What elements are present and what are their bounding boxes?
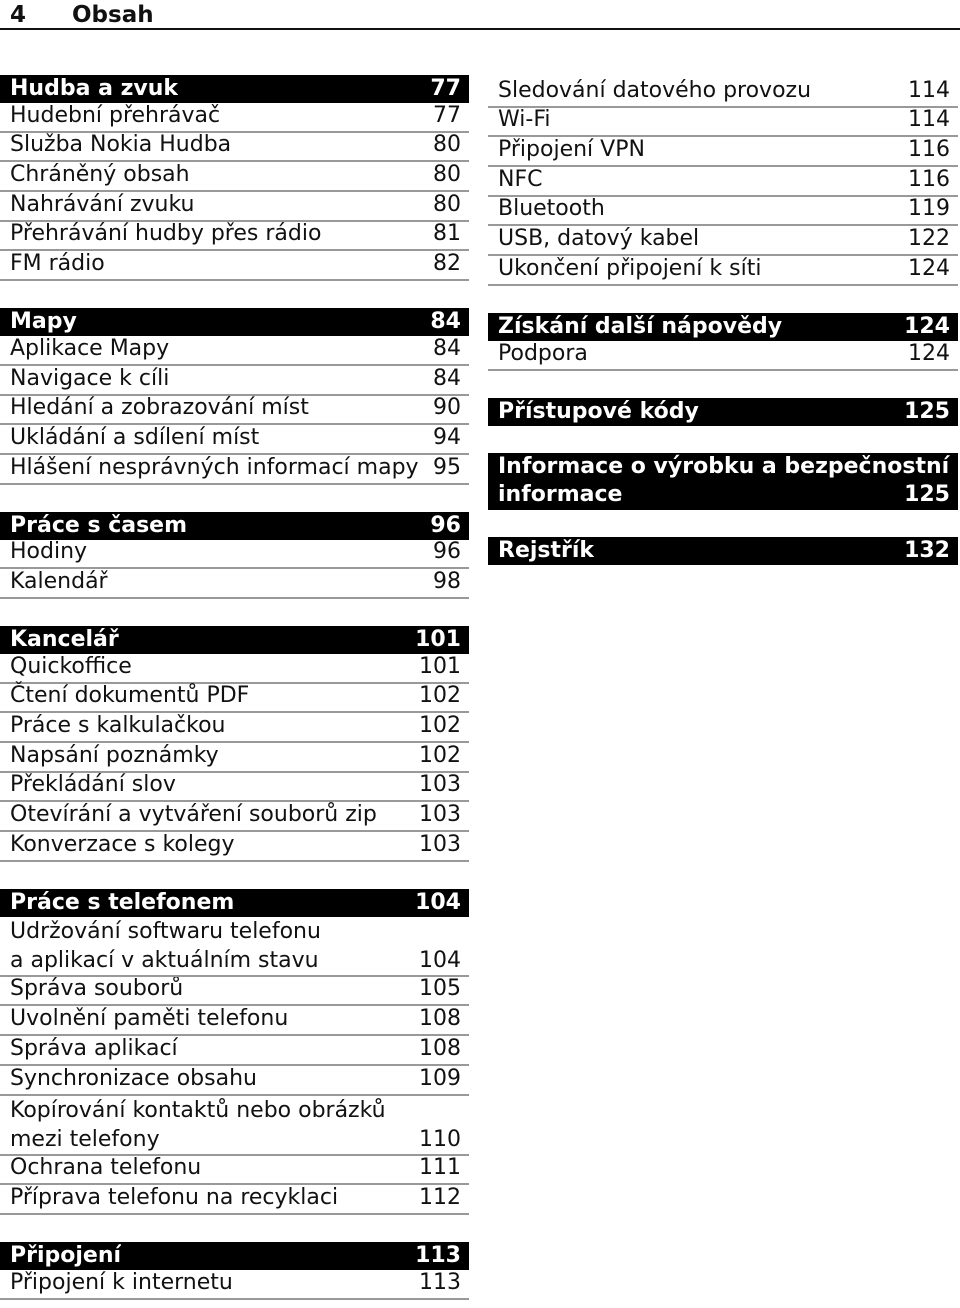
section-heading[interactable] xyxy=(0,889,469,917)
toc-right-column xyxy=(488,78,958,565)
entry-page-number: 80 xyxy=(433,191,461,217)
section-gap xyxy=(0,281,469,308)
toc-entry[interactable] xyxy=(0,977,469,1007)
section-page-number: 113 xyxy=(415,1242,461,1268)
section-heading[interactable] xyxy=(488,313,958,341)
section-title xyxy=(498,537,594,565)
page-number: 4 xyxy=(10,2,27,28)
entry-label-text: Hledání a zobrazování míst xyxy=(10,395,309,421)
section-heading[interactable] xyxy=(488,453,958,510)
page-header xyxy=(0,0,960,30)
entry-label xyxy=(10,393,309,423)
toc-section xyxy=(0,862,469,1215)
entry-label xyxy=(10,800,377,830)
section-page-number: 125 xyxy=(904,398,950,424)
entry-label xyxy=(10,917,461,975)
toc-section xyxy=(488,426,958,510)
toc-entry[interactable] xyxy=(488,256,958,286)
entry-label-text: Služba Nokia Hudba xyxy=(10,132,232,158)
toc-entry[interactable] xyxy=(0,654,469,684)
section-gap xyxy=(0,485,469,512)
entry-page-number: 95 xyxy=(433,454,461,480)
toc-entry[interactable] xyxy=(488,226,958,256)
entry-label-text: Hudební přehrávač xyxy=(10,102,221,128)
section-page-number: 96 xyxy=(430,512,461,538)
section-title xyxy=(498,313,782,341)
entry-label xyxy=(498,105,551,135)
section-heading[interactable] xyxy=(488,398,958,426)
toc-entry[interactable] xyxy=(0,802,469,832)
section-gap xyxy=(488,426,958,453)
entry-label-text: Konverzace s kolegy xyxy=(10,831,235,857)
entry-page-number: 112 xyxy=(419,1184,461,1210)
section-heading[interactable] xyxy=(0,626,469,654)
section-gap xyxy=(0,599,469,626)
toc-entry[interactable] xyxy=(0,917,469,977)
entry-page-number: 94 xyxy=(433,424,461,450)
entry-label xyxy=(10,130,231,160)
section-page-number: 77 xyxy=(430,76,461,101)
entry-label xyxy=(10,160,190,190)
toc-section xyxy=(0,75,469,281)
entry-label-text: Příprava telefonu na recyklaci xyxy=(10,1184,339,1210)
toc-entry[interactable] xyxy=(488,197,958,227)
toc-section xyxy=(488,78,958,286)
entry-label xyxy=(498,254,761,284)
entry-label-text: Aplikace Mapy xyxy=(10,335,170,361)
toc-entry[interactable] xyxy=(0,455,469,485)
toc-entry[interactable] xyxy=(0,1270,469,1300)
entry-label-text: Bluetooth xyxy=(498,196,605,222)
toc-section xyxy=(488,286,958,371)
toc-section xyxy=(0,485,469,599)
entry-label-text: NFC xyxy=(498,166,543,192)
entry-label-text: Hodiny xyxy=(10,539,88,565)
toc-section xyxy=(0,281,469,484)
entry-page-number: 96 xyxy=(433,539,461,565)
section-gap xyxy=(0,1215,469,1242)
entry-label xyxy=(10,974,183,1004)
section-page-number: 125 xyxy=(904,481,950,507)
section-heading[interactable] xyxy=(0,75,469,103)
section-title xyxy=(10,75,178,103)
entry-label xyxy=(498,339,588,369)
toc-entry[interactable] xyxy=(488,167,958,197)
entry-label-text: Čtení dokumentů PDF xyxy=(10,683,250,709)
toc-entry[interactable] xyxy=(0,743,469,773)
entry-page-number: 119 xyxy=(908,196,950,222)
toc-entry[interactable] xyxy=(488,137,958,167)
entry-page-number: 101 xyxy=(419,653,461,679)
entry-label-text: Wi-Fi xyxy=(498,107,551,133)
entry-label xyxy=(10,741,219,771)
toc-section xyxy=(488,371,958,426)
entry-label-text: Napsání poznámky xyxy=(10,742,219,768)
toc-entry[interactable] xyxy=(0,251,469,281)
entry-label xyxy=(10,219,321,249)
section-heading[interactable] xyxy=(488,537,958,565)
entry-label xyxy=(10,453,419,483)
section-title xyxy=(498,398,699,426)
entry-page-number: 108 xyxy=(419,1006,461,1032)
entry-label xyxy=(10,567,108,597)
toc-entry[interactable] xyxy=(0,1066,469,1096)
section-title xyxy=(10,889,234,917)
toc-entry[interactable] xyxy=(488,341,958,371)
section-heading[interactable] xyxy=(0,1242,469,1270)
entry-label-text-2: mezi telefony xyxy=(10,1126,160,1152)
entry-label xyxy=(10,681,249,711)
section-title-text: Přístupové kódy xyxy=(498,398,699,424)
entry-page-number: 102 xyxy=(419,683,461,709)
entry-page-number: 124 xyxy=(908,340,950,366)
section-page-number: 132 xyxy=(904,537,950,563)
toc-entry[interactable] xyxy=(0,1036,469,1066)
section-title-text: Mapy xyxy=(10,309,77,335)
toc-entry[interactable] xyxy=(0,336,469,366)
entry-label-text: Ukončení připojení k síti xyxy=(498,255,762,281)
toc-entry[interactable] xyxy=(0,540,469,570)
toc-entry[interactable] xyxy=(0,832,469,862)
toc-entry[interactable] xyxy=(0,192,469,222)
toc-entry[interactable] xyxy=(0,1156,469,1186)
section-gap xyxy=(488,510,958,537)
entry-label-text: Chráněný obsah xyxy=(10,162,190,188)
entry-label-text: Překládání slov xyxy=(10,772,176,798)
entry-label xyxy=(10,652,132,682)
entry-label xyxy=(10,1004,288,1034)
toc-entry[interactable] xyxy=(0,1096,469,1156)
entry-page-number: 110 xyxy=(419,1126,461,1152)
section-title-text: Kancelář xyxy=(10,626,119,652)
entry-label xyxy=(10,1183,338,1213)
entry-label xyxy=(10,1153,201,1183)
toc-entry[interactable] xyxy=(0,569,469,599)
section-page-number: 104 xyxy=(415,889,461,915)
entry-page-number: 77 xyxy=(433,102,461,128)
page-title: Obsah xyxy=(72,2,154,28)
section-gap xyxy=(0,862,469,889)
toc-entry[interactable] xyxy=(0,1185,469,1215)
section-title-text: Připojení xyxy=(10,1242,122,1268)
entry-label-text: Uvolnění paměti telefonu xyxy=(10,1006,289,1032)
section-title xyxy=(10,512,187,540)
toc-entry[interactable] xyxy=(0,1006,469,1036)
entry-label xyxy=(10,101,220,131)
entry-label xyxy=(498,224,699,254)
toc-entry[interactable] xyxy=(0,222,469,252)
section-title-text: Práce s telefonem xyxy=(10,889,235,915)
toc-entry[interactable] xyxy=(0,366,469,396)
entry-page-number: 82 xyxy=(433,251,461,277)
entry-label xyxy=(10,334,169,364)
toc-left-column xyxy=(0,75,469,1300)
entry-label-text: Připojení VPN xyxy=(498,137,645,163)
entry-label-text: Navigace k cíli xyxy=(10,365,170,391)
entry-page-number: 90 xyxy=(433,395,461,421)
section-title-text-2: informace xyxy=(498,481,623,507)
entry-page-number: 84 xyxy=(433,335,461,361)
entry-page-number: 80 xyxy=(433,162,461,188)
section-title xyxy=(498,453,950,509)
section-title-text: Rejstřík xyxy=(498,537,595,563)
section-heading[interactable] xyxy=(0,308,469,336)
section-page-number: 101 xyxy=(415,626,461,652)
entry-page-number: 114 xyxy=(908,77,950,103)
entry-page-number: 102 xyxy=(419,713,461,738)
entry-label-text: Ochrana telefonu xyxy=(10,1155,202,1181)
entry-label-text: Nahrávání zvuku xyxy=(10,191,195,217)
section-title xyxy=(10,1242,121,1270)
section-title-text: Hudba a zvuk xyxy=(10,76,179,101)
entry-page-number: 81 xyxy=(433,221,461,247)
toc-entry[interactable] xyxy=(0,425,469,455)
entry-label-text: Kopírování kontaktů nebo obrázků xyxy=(10,1097,386,1123)
entry-page-number: 108 xyxy=(419,1035,461,1061)
entry-label xyxy=(498,194,605,224)
entry-label-text: Udržování softwaru telefonu xyxy=(10,918,321,944)
entry-label xyxy=(10,1064,257,1094)
entry-page-number: 103 xyxy=(419,772,461,798)
entry-label-text: Připojení k internetu xyxy=(10,1269,233,1295)
entry-label-text: USB, datový kabel xyxy=(498,226,700,252)
toc-entry[interactable] xyxy=(488,108,958,138)
entry-label xyxy=(10,1268,233,1298)
toc-entry[interactable] xyxy=(0,773,469,803)
entry-label-text: Otevírání a vytváření souborů zip xyxy=(10,802,377,828)
section-page-number: 124 xyxy=(904,313,950,339)
entry-label-text: Přehrávání hudby přes rádio xyxy=(10,221,322,247)
entry-label-text: Sledování datového provozu xyxy=(498,77,812,103)
entry-label-text: Podpora xyxy=(498,340,588,366)
entry-page-number: 104 xyxy=(419,947,461,973)
toc-entry[interactable] xyxy=(488,78,958,108)
section-gap xyxy=(488,371,958,398)
toc-entry[interactable] xyxy=(0,162,469,192)
entry-label xyxy=(498,165,542,195)
entry-page-number: 111 xyxy=(419,1155,461,1181)
entry-page-number: 105 xyxy=(419,976,461,1002)
toc-section xyxy=(0,1215,469,1300)
entry-label-text-2: a aplikací v aktuálním stavu xyxy=(10,947,319,973)
entry-label xyxy=(10,537,87,567)
toc-entry[interactable] xyxy=(0,396,469,426)
entry-label-text: Synchronizace obsahu xyxy=(10,1065,257,1091)
entry-label xyxy=(498,135,645,165)
entry-page-number: 114 xyxy=(908,107,950,133)
entry-label xyxy=(498,76,811,106)
section-gap xyxy=(488,286,958,313)
header-rule xyxy=(0,28,960,30)
toc-section xyxy=(0,599,469,862)
entry-label xyxy=(10,830,235,860)
entry-label xyxy=(10,364,169,394)
entry-label-text: Kalendář xyxy=(10,568,108,594)
entry-label xyxy=(10,711,226,741)
entry-label-text: Práce s kalkulačkou xyxy=(10,713,226,738)
section-title xyxy=(10,626,119,654)
entry-label xyxy=(10,1034,178,1064)
entry-page-number: 103 xyxy=(419,831,461,857)
section-title xyxy=(10,308,77,336)
entry-label xyxy=(10,770,176,800)
entry-page-number: 80 xyxy=(433,132,461,158)
entry-page-number: 103 xyxy=(419,802,461,828)
section-title-text: Informace o výrobku a bezpečnostní xyxy=(498,453,950,479)
entry-page-number: 116 xyxy=(908,166,950,192)
entry-label xyxy=(10,1096,461,1154)
toc-entry[interactable] xyxy=(0,103,469,133)
section-title-text: Získání další nápovědy xyxy=(498,313,783,339)
section-title-text: Práce s časem xyxy=(10,512,188,538)
entry-page-number: 102 xyxy=(419,742,461,768)
toc-section xyxy=(488,510,958,565)
entry-label-text: Quickoffice xyxy=(10,653,132,679)
entry-label-text: Správa souborů xyxy=(10,976,184,1002)
entry-page-number: 116 xyxy=(908,137,950,163)
entry-label xyxy=(10,190,194,220)
entry-page-number: 84 xyxy=(433,365,461,391)
entry-page-number: 124 xyxy=(908,255,950,281)
entry-label-text: Ukládání a sdílení míst xyxy=(10,424,260,450)
entry-label-text: Hlášení nesprávných informací mapy xyxy=(10,454,419,480)
section-heading[interactable] xyxy=(0,512,469,540)
entry-label-text: FM rádio xyxy=(10,251,105,277)
entry-page-number: 98 xyxy=(433,568,461,594)
entry-label xyxy=(10,249,105,279)
toc-entry[interactable] xyxy=(0,713,469,743)
section-page-number: 84 xyxy=(430,309,461,335)
toc-entry[interactable] xyxy=(0,684,469,714)
entry-label-text: Správa aplikací xyxy=(10,1035,178,1061)
entry-page-number: 113 xyxy=(419,1269,461,1295)
entry-label xyxy=(10,423,259,453)
toc-entry[interactable] xyxy=(0,133,469,163)
entry-page-number: 122 xyxy=(908,226,950,252)
entry-page-number: 109 xyxy=(419,1065,461,1091)
